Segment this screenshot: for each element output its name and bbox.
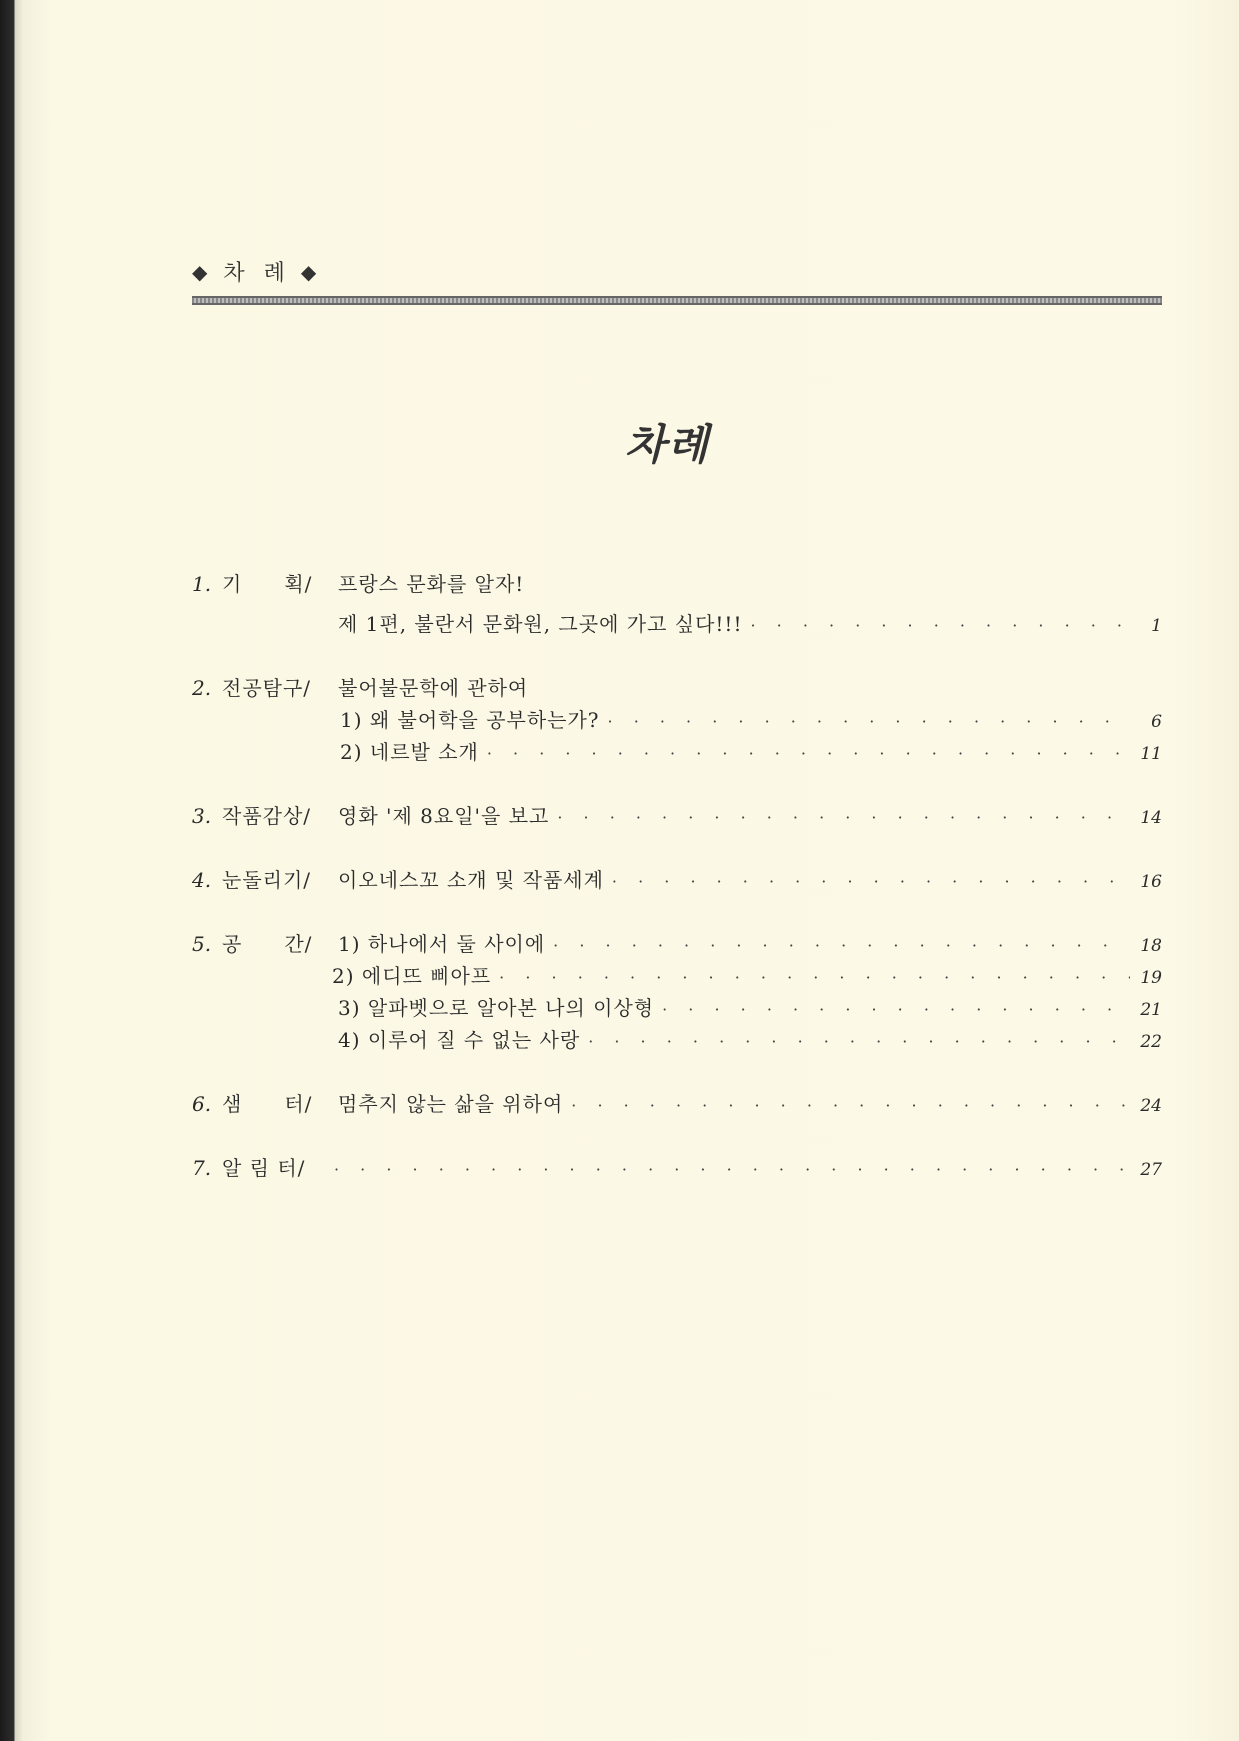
dot-leader [612, 872, 1130, 891]
toc-section: 눈돌리기/ [222, 868, 312, 892]
toc-number: 3. [192, 804, 212, 828]
toc-number: 4. [192, 868, 212, 892]
toc-entry-5-line-2 [192, 960, 1162, 990]
toc-entry-6 [192, 1088, 1162, 1118]
toc-page-number: 24 [1140, 1096, 1162, 1116]
dot-leader [487, 744, 1130, 763]
toc-page-number: 18 [1140, 936, 1162, 956]
dot-leader [499, 968, 1130, 987]
toc-entry-2-line-2 [192, 704, 1162, 734]
toc-entry-1-line-1 [192, 568, 1162, 598]
toc-section: 전공탐구/ [222, 676, 312, 700]
toc-entry-5-line-3 [192, 992, 1162, 1022]
toc-section: 기 획/ [222, 572, 313, 596]
running-header-title: 차 례 [223, 261, 291, 286]
toc-line-text: 2) 네르발 소개 [340, 740, 479, 764]
toc-entry-5-line-4 [192, 1024, 1162, 1054]
toc-line-text: 불어불문학에 관하여 [338, 676, 529, 700]
toc-number: 6. [192, 1092, 212, 1116]
toc-page-number: 16 [1140, 872, 1162, 892]
toc-line-text: 2) 에디뜨 삐아프 [332, 964, 492, 988]
header-rule [192, 296, 1162, 305]
toc-entry-2-line-1 [192, 672, 1162, 702]
toc-page-number: 22 [1140, 1032, 1162, 1052]
toc-line-text: 3) 알파벳으로 알아본 나의 이상형 [338, 996, 655, 1020]
toc-line-text: 4) 이루어 질 수 없는 사랑 [338, 1028, 581, 1052]
dot-leader [571, 1096, 1130, 1115]
diamond-icon: ◆ [300, 259, 323, 284]
toc-line-text: 멈추지 않는 삶을 위하여 [338, 1092, 564, 1116]
toc-page-number: 1 [1151, 616, 1162, 636]
toc-entry-7 [192, 1152, 1162, 1182]
diamond-icon: ◆ [192, 259, 214, 284]
toc-entry-3 [192, 800, 1162, 830]
dot-leader [751, 616, 1131, 635]
toc-line-text: 이오네스꼬 소개 및 작품세계 [338, 868, 604, 892]
toc-page-number: 27 [1140, 1160, 1162, 1180]
dot-leader [588, 1032, 1130, 1051]
toc-entry-5-line-1 [192, 928, 1162, 958]
toc-page-number: 14 [1140, 808, 1162, 828]
toc-number: 7. [192, 1156, 212, 1180]
dot-leader [557, 808, 1130, 827]
toc-number: 1. [192, 572, 212, 596]
toc-section: 알 림 터/ [222, 1156, 306, 1180]
toc-number: 2. [192, 676, 212, 700]
toc-section: 작품감상/ [222, 804, 312, 828]
toc-line-text: 프랑스 문화를 알자! [338, 572, 525, 596]
toc-page-number: 21 [1140, 1000, 1162, 1020]
toc-section: 샘 터/ [222, 1092, 313, 1116]
toc-page-number: 6 [1151, 712, 1162, 732]
dot-leader [553, 936, 1130, 955]
toc-entry-1-line-2 [192, 608, 1162, 638]
toc-entry-4 [192, 864, 1162, 894]
toc-line-text: 제 1편, 불란서 문화원, 그곳에 가고 싶다!!! [338, 612, 743, 636]
toc-number: 5. [192, 932, 212, 956]
toc-page-number: 11 [1140, 744, 1162, 764]
toc-line-text: 1) 왜 불어학을 공부하는가? [340, 708, 600, 732]
toc-line-text: 영화 '제 8요일'을 보고 [338, 804, 550, 828]
dot-leader [662, 1000, 1130, 1019]
dot-leader [608, 712, 1130, 731]
toc-section: 공 간/ [222, 932, 313, 956]
toc-page-number: 19 [1140, 968, 1162, 988]
toc-entry-2-line-3 [192, 736, 1162, 766]
dot-leader [334, 1160, 1130, 1179]
running-header [192, 256, 322, 287]
toc-line-text: 1) 하나에서 둘 사이에 [338, 932, 546, 956]
page-title: 차례 [624, 420, 711, 469]
